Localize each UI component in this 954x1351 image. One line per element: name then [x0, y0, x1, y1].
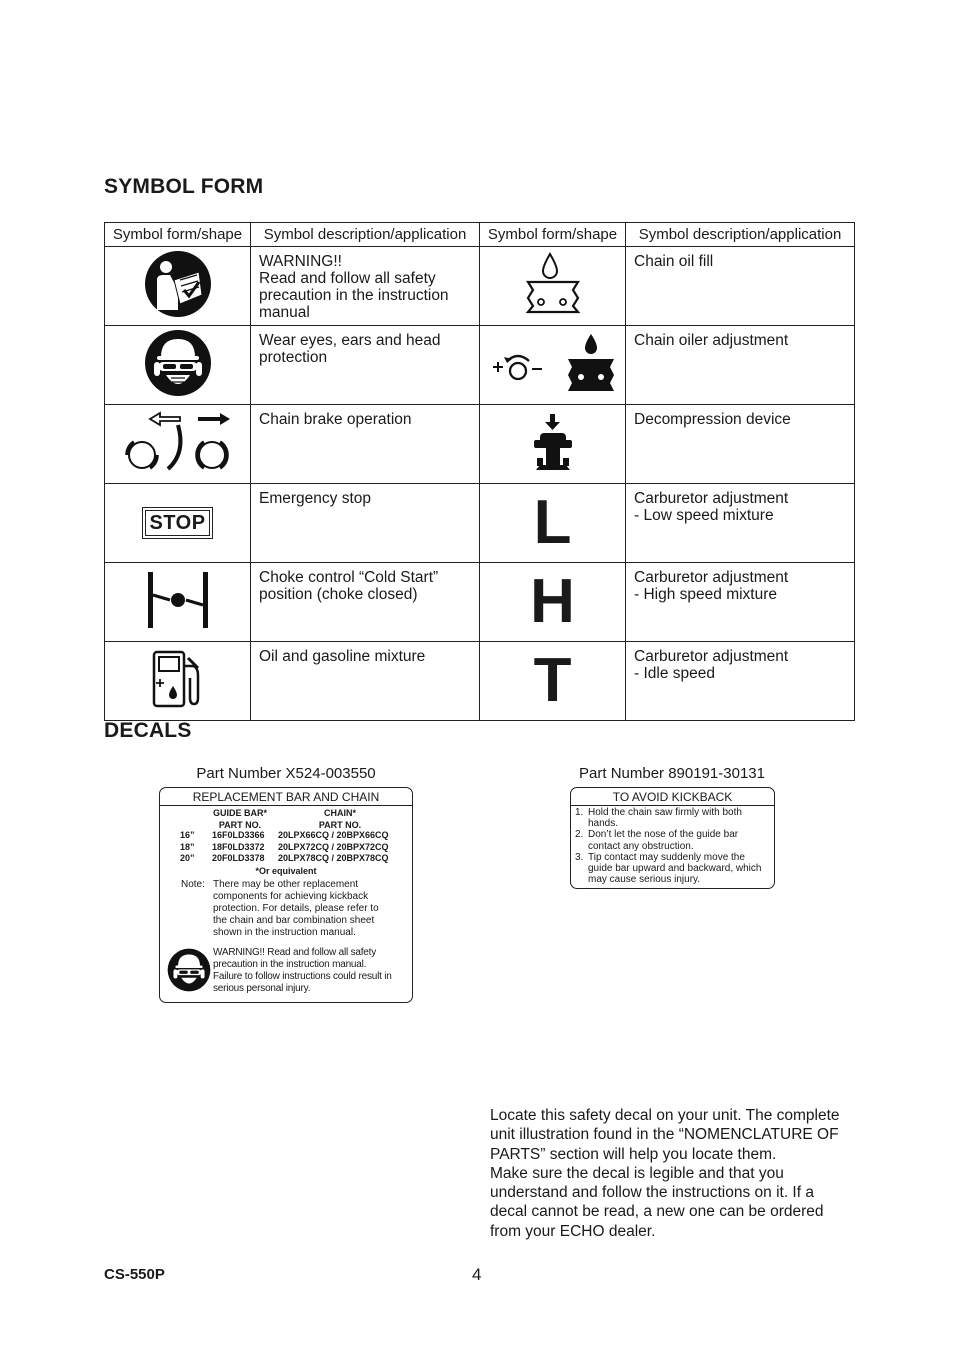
- oiler-adjust-icon: [488, 329, 618, 397]
- fuel-pump-icon: [148, 648, 208, 710]
- header-description-1: Symbol description/application: [251, 223, 480, 247]
- col-chain-part: PART NO.: [318, 819, 362, 830]
- table-row: [105, 484, 855, 563]
- decal1-part-number: Part Number X524-003550: [196, 765, 376, 782]
- list-item: 2. Don’t let the nose of the guide bar contact any obstruction.: [575, 829, 739, 852]
- note-text: There may be other replacement components for achieving kickback protection. For details, please refer to the chain and bar combination sheet shown in the instruction manual.: [213, 879, 379, 938]
- header-symbol-form-2: Symbol form/shape: [480, 223, 626, 247]
- table-row: 20” 20F0LD3378 20LPX78CQ / 20BPX78CQ: [180, 853, 389, 863]
- decompression-text: Decompression device: [634, 411, 791, 428]
- high-speed-text: Carburetor adjustment - High speed mixture: [634, 569, 789, 603]
- head-protection-icon: [144, 329, 212, 397]
- table-row: [105, 326, 855, 405]
- chain-oil-fill-text: Chain oil fill: [634, 253, 714, 270]
- symbol-table-header: [105, 223, 855, 247]
- table-row: 18” 18F0LD3372 20LPX72CQ / 20BPX72CQ: [180, 841, 389, 852]
- wear-protection-text: Wear eyes, ears and head protection: [259, 332, 441, 366]
- table-row: [105, 247, 855, 326]
- or-equivalent: *Or equivalent: [255, 866, 317, 876]
- decal-replacement-bar-chain: [159, 787, 413, 1003]
- chain-brake-icon: [120, 409, 236, 475]
- decal2-part-number: Part Number 890191-30131: [579, 765, 765, 782]
- table-row: 16” 16F0LD3366 20LPX66CQ / 20BPX66CQ: [180, 830, 389, 840]
- decal1-warning-text: WARNING!! Read and follow all safety precaution in the instruction manual. Failure to follow instructions could result in serious personal injury.: [213, 947, 392, 994]
- low-speed-text: Carburetor adjustment - Low speed mixture: [634, 490, 789, 524]
- page-number: 4: [472, 1265, 482, 1284]
- symbol-table: [104, 222, 855, 721]
- list-item: 3. Tip contact may suddenly move the guide bar upward and backward, which may cause serious injury.: [575, 851, 762, 886]
- decal-avoid-kickback: [570, 787, 775, 889]
- choke-icon: [146, 569, 210, 631]
- decal2-header: TO AVOID KICKBACK: [571, 788, 774, 806]
- stop-icon: STOP: [142, 507, 212, 539]
- decal1-header: REPLACEMENT BAR AND CHAIN: [160, 788, 412, 806]
- table-row: [105, 405, 855, 484]
- high-speed-symbol: H: [530, 567, 575, 636]
- list-item: 1. Hold the chain saw firmly with both hands.: [575, 807, 742, 830]
- table-row: [105, 642, 855, 721]
- read-manual-icon: [144, 250, 212, 318]
- col-guide-bar: GUIDE BAR*: [212, 808, 267, 818]
- oil-drop-chain-icon: [523, 250, 583, 318]
- col-guide-bar-part: PART NO.: [218, 819, 262, 830]
- oil-gas-mixture-text: Oil and gasoline mixture: [259, 648, 426, 665]
- decal-instructions: Locate this safety decal on your unit. The complete unit illustration found in the “NOMENCLATURE OF PARTS” section will help you locate them. Make sure the decal is legible and that you understand and follow the instructions on it. If a decal cannot be read, a new one can be ordered from your ECHO dealer.: [490, 1107, 840, 1240]
- idle-speed-symbol: T: [533, 646, 572, 715]
- chain-brake-text: Chain brake operation: [259, 411, 412, 428]
- table-row: [105, 563, 855, 642]
- header-symbol-form-1: Symbol form/shape: [105, 223, 251, 247]
- decompression-icon: [528, 410, 578, 474]
- low-speed-symbol: L: [533, 488, 572, 557]
- col-chain: CHAIN*: [323, 808, 356, 818]
- emergency-stop-text: Emergency stop: [259, 490, 371, 507]
- footer-model: CS-550P: [104, 1266, 165, 1283]
- decals-title: DECALS: [104, 719, 192, 742]
- idle-speed-text: Carburetor adjustment - Idle speed: [634, 648, 789, 682]
- warning-read-manual-text: WARNING!! Read and follow all safety precaution in the instruction manual: [259, 253, 449, 321]
- note-label: Note:: [181, 879, 205, 890]
- choke-control-text: Choke control “Cold Start” position (choke closed): [259, 569, 439, 603]
- head-protection-icon: [167, 948, 211, 992]
- header-description-2: Symbol description/application: [626, 223, 855, 247]
- chain-oiler-text: Chain oiler adjustment: [634, 332, 789, 349]
- symbol-form-title: SYMBOL FORM: [104, 175, 264, 198]
